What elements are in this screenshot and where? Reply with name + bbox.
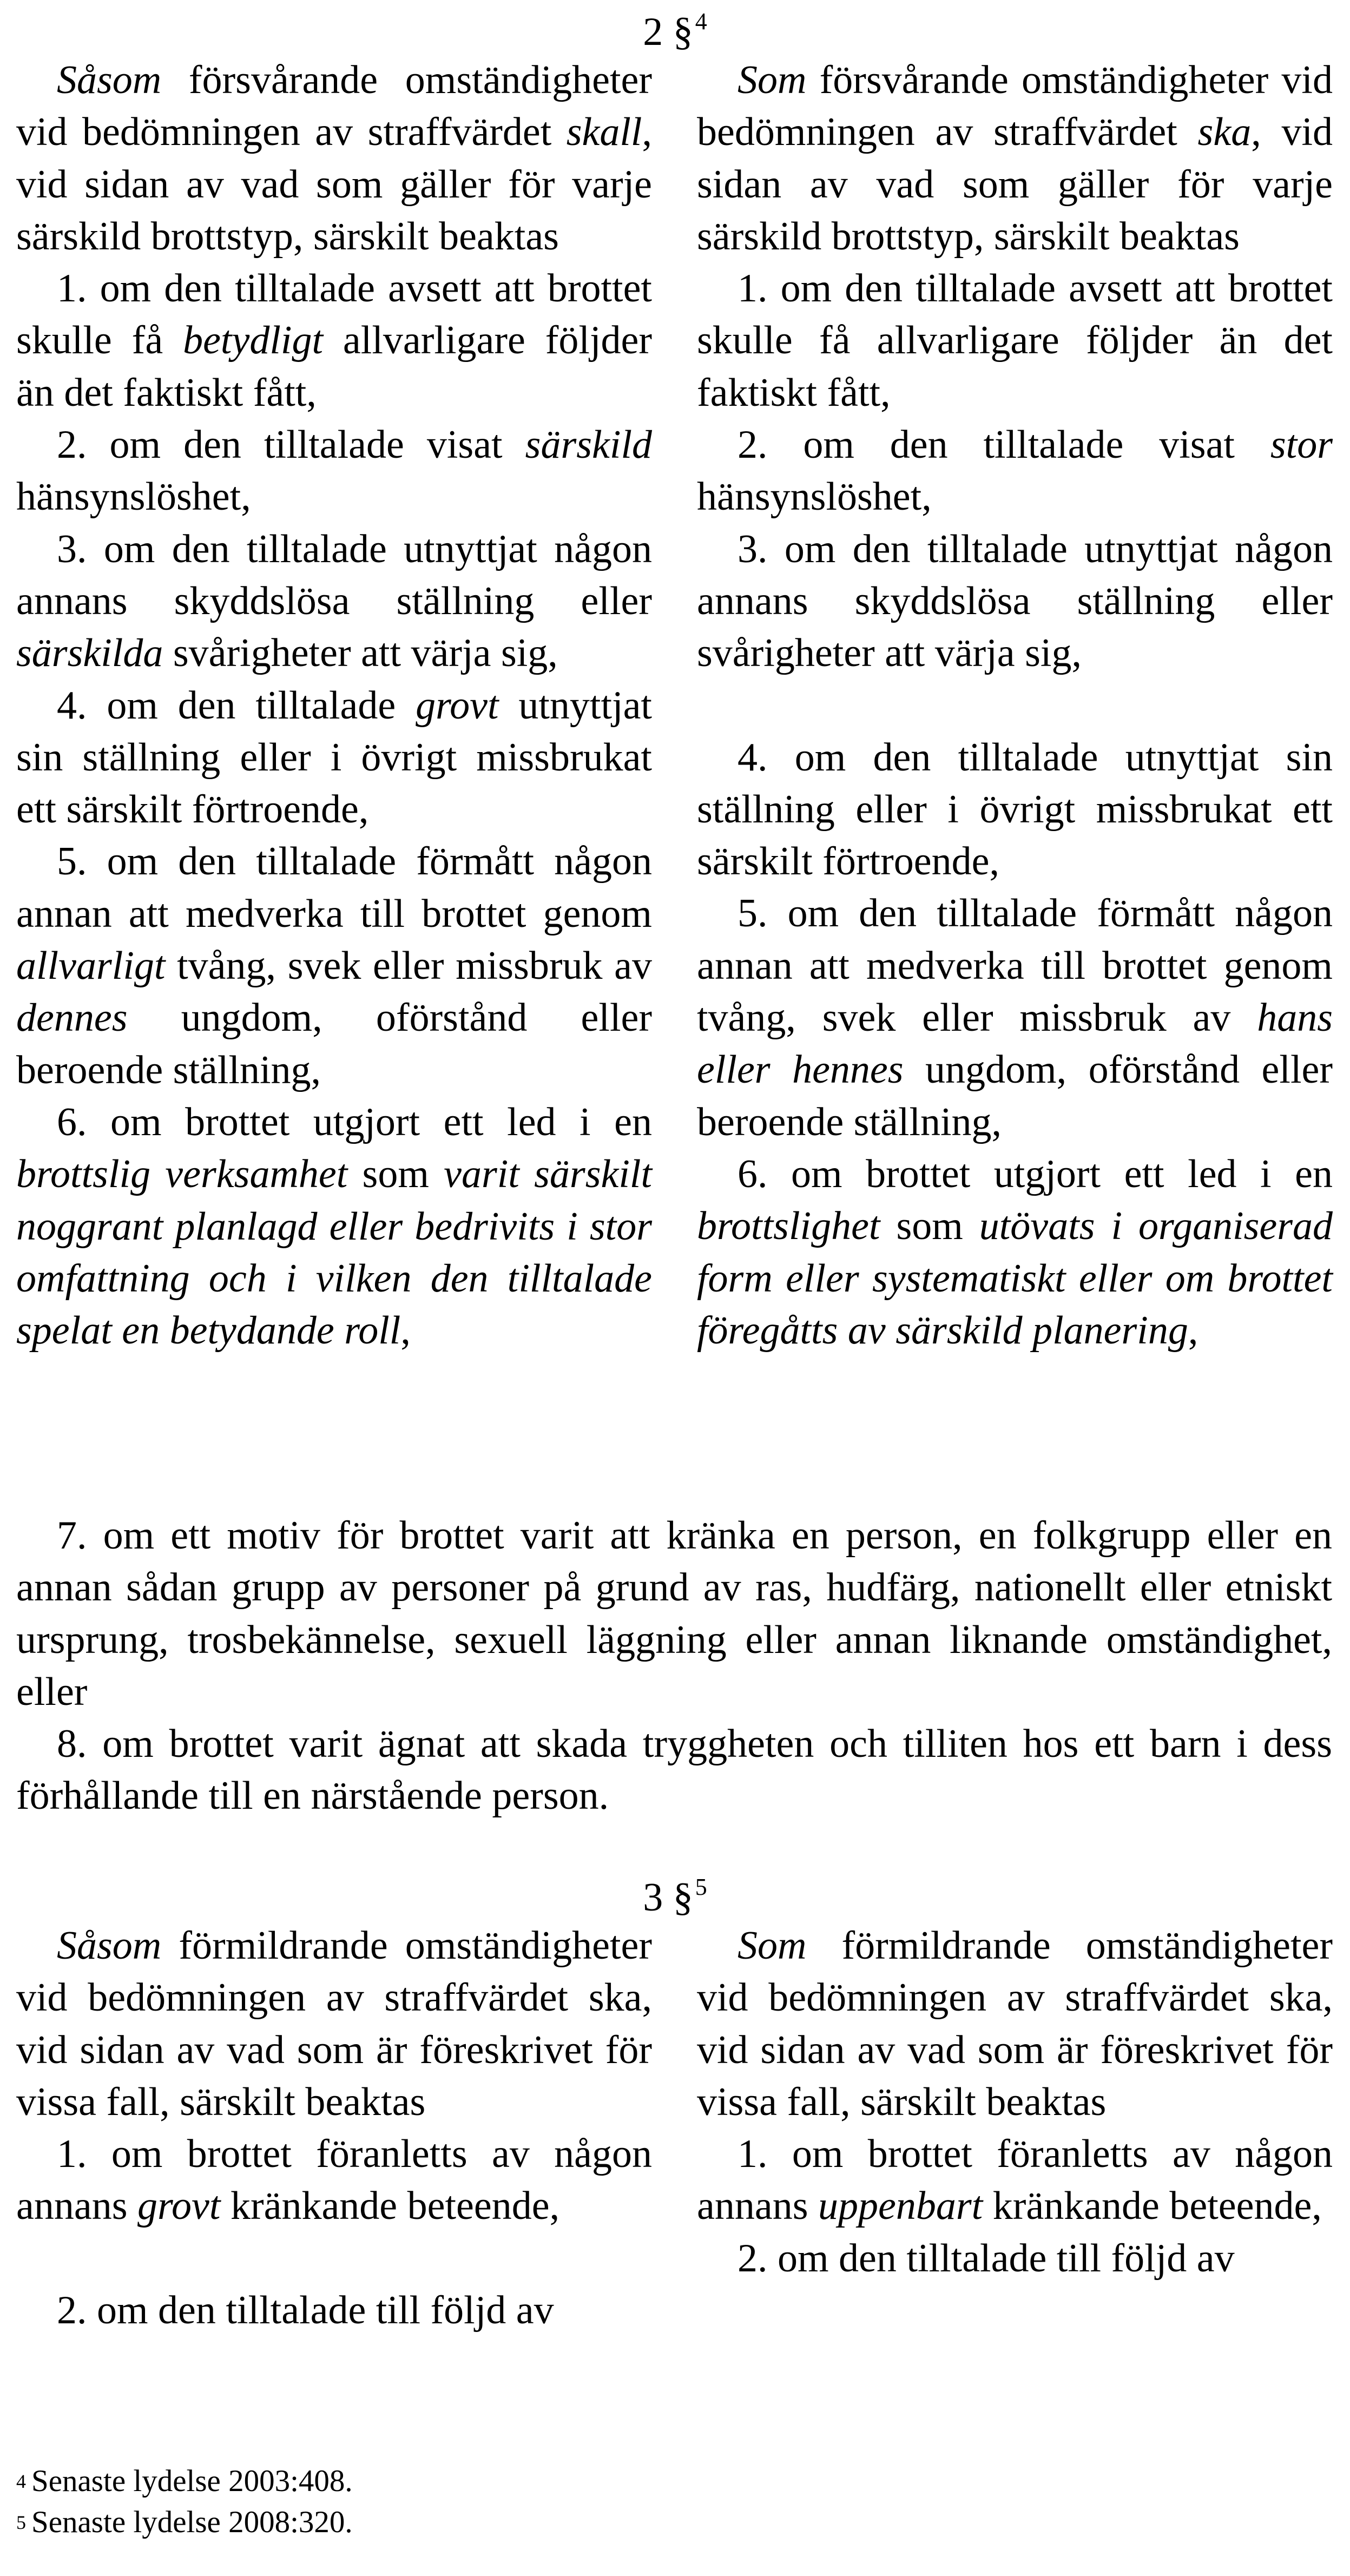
italic-text-run: Som (737, 58, 807, 102)
section-2-left-item-2 (16, 419, 652, 523)
italic-text-run: grovt (137, 2184, 221, 2229)
text-run: 4. om den tilltalade (57, 683, 416, 728)
text-run: förmildrande omständigheter vid bedömningen av straffvärdet ska, vid sidan av vad som är föreskrivet för vissa fall, särskilt beaktas (697, 1923, 1333, 2124)
section-2-number: 2 § (643, 10, 693, 54)
section-3-new-wording (697, 1920, 1333, 2284)
text-run: 2. om den tilltalade till följd av (57, 2288, 554, 2333)
italic-text-run: betydligt (183, 318, 324, 363)
text-run: 1. om brottet föranletts av någon annans (16, 2132, 652, 2229)
text-run: 2. om den tilltalade till följd av (737, 2236, 1235, 2281)
text-run: , (1188, 1308, 1198, 1353)
text-run: svårigheter att värja sig, (163, 631, 558, 676)
italic-text-run: ska (1197, 110, 1252, 155)
text-run: ungdom, oförstånd eller beroende ställning, (16, 996, 652, 1092)
italic-text-run: varit särskilt noggrant planlagd eller bedrivits i stor omfattning och i vilken den tilltalade spelat en betydande roll (16, 1152, 653, 1353)
text-run: 1. om den tilltalade avsett att brottet skulle få (16, 266, 652, 363)
section-3-right-item-2 (697, 2232, 1333, 2284)
footnote-ref-5: 5 (695, 1874, 707, 1900)
italic-text-run: skall (566, 110, 642, 155)
section-2-right-item-6 (697, 1148, 1333, 1356)
text-run: kränkande beteende, (220, 2184, 560, 2229)
italic-text-run: uppenbart (818, 2184, 983, 2229)
section-2-left-intro (16, 54, 652, 262)
italic-text-run: dennes (16, 996, 128, 1040)
text-run: som (880, 1204, 979, 1249)
text-run: 4. om den tilltalade utnyttjat sin ställning eller i övrigt missbrukat ett särskilt förtroende, (697, 735, 1333, 884)
text-run: 5. om den tilltalade förmått någon annan att medverka till brottet genom tvång, svek eller missbruk av (697, 891, 1333, 1040)
italic-text-run: hans eller hennes (697, 996, 1333, 1092)
footnotes (16, 2461, 828, 2543)
italic-text-run: utövats i organiserad form eller systematiskt eller om brottet föregåtts av särskild planering (697, 1204, 1333, 1353)
section-2-right-item-3 (697, 523, 1333, 680)
text-run: 3. om den tilltalade utnyttjat någon annans skyddslösa ställning eller svårigheter att värja sig, (697, 526, 1333, 676)
footnote-4-text: Senaste lydelse 2003:408. (31, 2464, 353, 2498)
italic-text-run: allvarligt (16, 944, 166, 989)
section-2-left-item-3 (16, 523, 652, 680)
text-run: kränkande beteende, (983, 2184, 1322, 2229)
italic-text-run: stor (1270, 423, 1333, 467)
text-run: 1. om den tilltalade avsett att brottet skulle få allvarligare följder än det faktiskt fått, (697, 266, 1333, 415)
section-2-item-8: 8. om brottet varit ägnat att skada tryggheten och tilliten hos ett barn i dess förhållande till en närstående person. (16, 1722, 1332, 1819)
italic-text-run: grovt (416, 683, 499, 728)
text-run: hänsynslöshet, (697, 475, 932, 519)
footnote-4-marker: 4 (16, 2470, 26, 2492)
footnote-ref-4: 4 (695, 8, 707, 35)
text-run: 3. om den tilltalade utnyttjat någon annans skyddslösa ställning eller (16, 526, 652, 623)
text-run: 2. om den tilltalade visat (57, 423, 525, 467)
section-3-heading (622, 1874, 728, 1920)
section-3-left-intro (16, 1920, 652, 2128)
text-run: 6. om brottet utgjort ett led i en (737, 1151, 1333, 1196)
text-run: , vid sidan av vad som gäller för varje särskild brottstyp, särskilt beaktas (16, 110, 652, 259)
section-2-right-item-5 (697, 887, 1333, 1148)
section-2-item-7: 7. om ett motiv för brottet varit att kränka en person, en folkgrupp eller en annan sådan grupp av personer på grund av ras, hudfärg, nationellt eller etniskt ursprung, trosbekännelse, sexuell läggning eller annan liknande omständighet, eller (16, 1513, 1332, 1714)
text-run: , vid sidan av vad som gäller för varje särskild brottstyp, särskilt beaktas (697, 110, 1333, 259)
text-run: tvång, svek eller missbruk av (165, 944, 652, 989)
section-2-old-wording (16, 54, 652, 1356)
section-3-old-wording (16, 1920, 652, 2336)
section-3-right-item-1 (697, 2128, 1333, 2232)
footnote-5-text: Senaste lydelse 2008:320. (31, 2505, 353, 2539)
section-2-new-wording (697, 54, 1333, 1356)
text-run: försvårande omständigheter vid bedömningen av straffvärdet (16, 58, 652, 155)
italic-text-run: särskild (525, 423, 652, 467)
section-3-number: 3 § (643, 1875, 693, 1920)
italic-text-run: brottslighet (697, 1204, 880, 1249)
italic-text-run: brottslig verksamhet (16, 1152, 348, 1197)
section-2-left-item-5 (16, 835, 652, 1096)
section-2-left-item-4 (16, 680, 652, 836)
section-2-left-item-1 (16, 262, 652, 419)
section-3-right-intro (697, 1920, 1333, 2128)
text-run: hänsynslöshet, (16, 475, 251, 519)
text-run: utnyttjat sin ställning eller i övrigt missbrukat ett särskilt förtroende, (16, 683, 652, 832)
text-run: 6. om brottet utgjort ett led i en (57, 1099, 652, 1144)
text-run: försvårande omständigheter vid bedömningen av straffvärdet (697, 58, 1333, 155)
footnote-5 (16, 2502, 828, 2543)
text-run: , (400, 1308, 411, 1353)
text-run: 5. om den tilltalade förmått någon annan att medverka till brottet genom (16, 839, 652, 936)
text-run: ungdom, oförstånd eller beroende ställning, (697, 1047, 1333, 1144)
section-3-left-item-1 (16, 2128, 652, 2232)
text-run: 2. om den tilltalade visat (737, 423, 1270, 467)
italic-text-run: Som (737, 1923, 807, 1968)
footnote-4 (16, 2461, 828, 2502)
italic-text-run: Såsom (57, 58, 162, 102)
section-2-common-items (16, 1510, 1332, 1822)
text-run: 1. om brottet föranletts av någon annans (697, 2132, 1333, 2229)
section-2-left-item-6 (16, 1096, 652, 1356)
footnote-5-marker: 5 (16, 2512, 26, 2533)
section-3-left-item-2 (16, 2284, 652, 2336)
section-2-right-intro (697, 54, 1333, 262)
section-2-right-item-1 (697, 262, 1333, 419)
italic-text-run: särskilda (16, 631, 163, 676)
section-2-heading (622, 8, 728, 54)
section-2-right-item-4 (697, 732, 1333, 888)
text-run: som (347, 1152, 444, 1197)
text-run: förmildrande omständigheter vid bedömningen av straffvärdet ska, vid sidan av vad som är föreskrivet för vissa fall, särskilt beaktas (16, 1923, 652, 2124)
text-run: allvarligare följder än det faktiskt fått, (16, 318, 652, 415)
italic-text-run: Såsom (57, 1923, 162, 1968)
section-2-right-item-2 (697, 419, 1333, 523)
